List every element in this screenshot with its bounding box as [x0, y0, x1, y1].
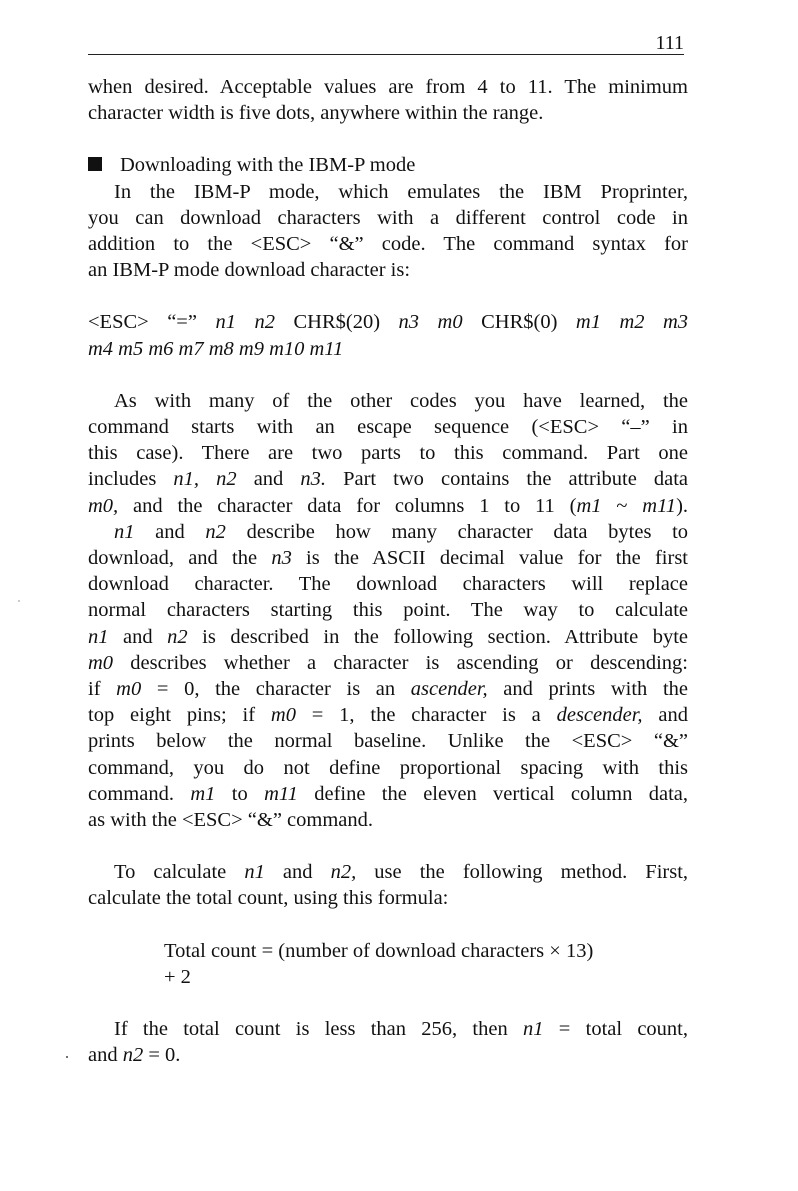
paragraph-calculate [88, 859, 688, 911]
bullet-square-icon [88, 157, 102, 171]
text-line: character width is five dots, anywhere within the range. [88, 102, 544, 125]
syntax-n3-m0: n3 m0 [398, 311, 463, 334]
command-syntax [88, 309, 688, 361]
text-line: an IBM-P mode download character is: [88, 259, 411, 282]
formula-line: Total count = (number of download characters × 13) [164, 939, 594, 962]
text-line: command. m1 to m11 define the eleven vertical column data, [88, 782, 688, 805]
text-line: if m0 = 0, the character is an ascender, and prints with the [88, 678, 688, 701]
text-line: To calculate n1 and n2, use the following method. First, [114, 861, 689, 884]
formula-block [88, 938, 688, 990]
formula-line: + 2 [164, 965, 191, 988]
paragraph-intro [88, 74, 688, 126]
text-line: As with many of the other codes you have learned, the [114, 389, 688, 412]
text-line: includes n1, n2 and n3. Part two contains the attribute data [88, 468, 689, 491]
text-line: prints below the normal baseline. Unlike the <ESC> “&” [88, 730, 688, 753]
syntax-line [88, 309, 688, 335]
syntax-chr20: CHR$(20) [293, 311, 381, 334]
text-line: If the total count is less than 256, then n1 = total count, [114, 1018, 689, 1041]
text-line: normal characters starting this point. The way to calculate [88, 599, 688, 622]
syntax-line [88, 336, 688, 362]
syntax-esc: <ESC> “=” [88, 311, 197, 334]
text-line: you can download characters with a different control code in [88, 206, 688, 229]
text-line: m0 describes whether a character is ascending or descending: [88, 651, 688, 674]
scan-speck [18, 600, 20, 602]
section-title: Downloading with the IBM-P mode [120, 154, 416, 177]
text-line: n1 and n2 is described in the following section. Attribute byte [88, 625, 689, 648]
text-line: calculate the total count, using this formula: [88, 887, 449, 910]
syntax-n1-n2: n1 n2 [215, 311, 275, 334]
scan-speck [66, 1056, 68, 1058]
text-line: addition to the <ESC> “&” code. The command syntax for [88, 233, 688, 256]
paragraph-bytes [88, 519, 688, 833]
syntax-m4-m11: m4 m5 m6 m7 m8 m9 m10 m11 [88, 337, 344, 360]
text-line: as with the <ESC> “&” command. [88, 809, 374, 832]
paragraph-ibmp [88, 179, 688, 284]
text-line: command starts with an escape sequence (<ESC> “–” in [88, 416, 688, 439]
page-number: 111 [655, 32, 684, 54]
paragraph-explanation [88, 388, 688, 519]
text-line: and n2 = 0. [88, 1044, 181, 1067]
text-line: download character. The download characters will replace [88, 573, 688, 596]
section-heading [88, 152, 688, 178]
text-line: download, and the n3 is the ASCII decimal value for the first [88, 547, 689, 570]
paragraph-condition [88, 1016, 688, 1068]
text-line: In the IBM-P mode, which emulates the IBM Proprinter, [114, 180, 688, 203]
page-body [88, 74, 688, 1069]
text-line: this case). There are two parts to this command. Part one [88, 442, 688, 465]
text-line: top eight pins; if m0 = 1, the character is a descender, and [88, 704, 688, 727]
syntax-chr0: CHR$(0) [481, 311, 558, 334]
header-rule [88, 54, 684, 55]
text-line: m0, and the character data for columns 1 to 11 (m1 ~ m11). [88, 494, 689, 517]
text-line: when desired. Acceptable values are from 4 to 11. The minimum [88, 76, 688, 98]
syntax-m1-m3: m1 m2 m3 [575, 311, 689, 334]
text-line: n1 and n2 describe how many character data bytes to [114, 520, 689, 543]
text-line: command, you do not define proportional spacing with this [88, 756, 688, 779]
